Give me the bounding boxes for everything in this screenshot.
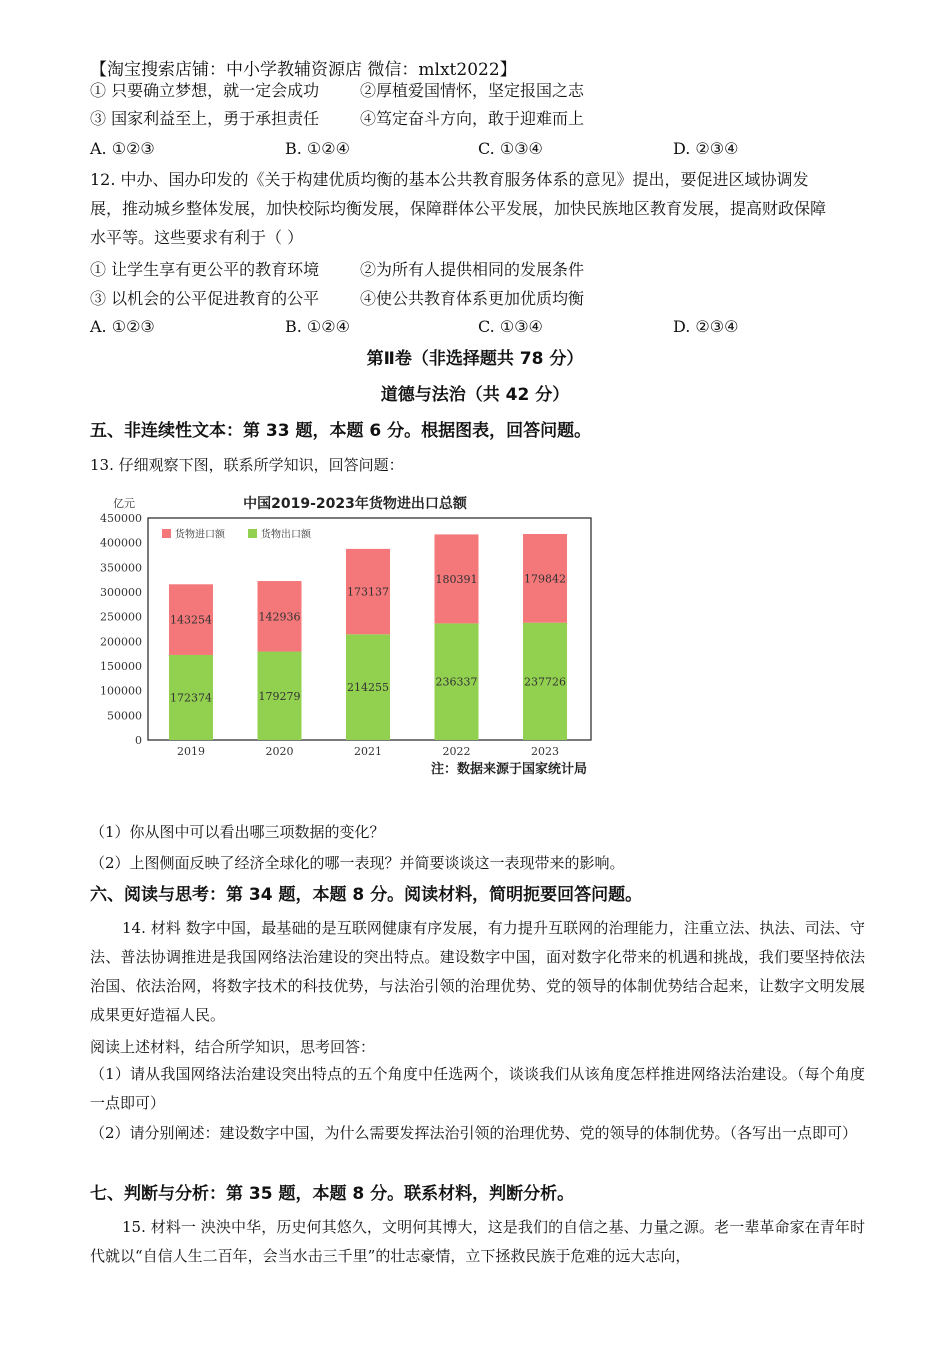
q12-options-row2 [90, 289, 870, 309]
legend-swatch [248, 529, 257, 538]
q12-stem-line3: 水平等。这些要求有利于（ ） [90, 228, 304, 247]
bar-value-label: 173137 [347, 585, 389, 599]
q14-prompt: 阅读上述材料，结合所学知识，思考回答： [90, 1038, 376, 1056]
q11-answer-a: A. ①②③ [90, 139, 155, 158]
chart-ylabel: 亿元 [113, 497, 135, 510]
section2-title: 第Ⅱ卷（非选择题共 78 分） [366, 349, 584, 369]
q12-stem-line1: 12. 中办、国办印发的《关于构建优质均衡的基本公共教育服务体系的意见》提出，要促进区域协调发 [90, 170, 809, 189]
q11-option-3: ③ 国家利益至上，勇于承担责任 [90, 109, 320, 128]
x-tick-label: 2023 [531, 745, 559, 758]
x-tick-label: 2021 [354, 745, 382, 758]
header-banner: 【淘宝搜索店铺：中小学教辅资源店 微信：mlxt2022】 [90, 60, 517, 80]
y-tick-label: 50000 [107, 709, 142, 723]
bars-group [169, 534, 567, 740]
q12-option-1: ① 让学生享有更公平的教育环境 [90, 260, 320, 279]
q12-answers [90, 317, 870, 337]
y-tick-label: 250000 [100, 610, 142, 624]
part6-heading: 六、阅读与思考：第 34 题，本题 8 分。阅读材料，简明扼要回答问题。 [90, 885, 643, 905]
q12-answer-b: B. ①②④ [285, 317, 350, 336]
q11-answers [90, 139, 870, 159]
q12-answer-c: C. ①③④ [478, 317, 543, 336]
q11-answer-b: B. ①②④ [285, 139, 350, 158]
trade-chart-svg [95, 488, 605, 788]
q12-option-4: ④使公共教育体系更加优质均衡 [360, 289, 585, 308]
y-tick-label: 0 [135, 734, 142, 747]
bar-value-label: 214255 [347, 681, 389, 695]
bar-value-label: 179842 [524, 572, 566, 586]
bar-value-label: 236337 [435, 675, 478, 689]
section2-subtitle: 道德与法治（共 42 分） [380, 385, 570, 405]
bar-value-label: 143254 [170, 613, 212, 627]
y-tick-label: 100000 [100, 684, 142, 698]
chart-note: 注：数据来源于国家统计局 [430, 762, 587, 777]
bar-value-label: 179279 [258, 689, 301, 703]
bar-value-label: 237726 [524, 675, 566, 689]
part7-heading: 七、判断与分析：第 35 题，本题 8 分。联系材料，判断分析。 [90, 1184, 575, 1204]
legend-label: 货物进口额 [175, 529, 225, 541]
q15-material: 15. 材料一 泱泱中华，历史何其悠久，文明何其博大，这是我们的自信之基、力量之源。老一辈革命家在青年时代就以“自信人生二百年，会当水击三千里”的壮志豪情，立下拯救民族于危难的远大志向， [90, 1218, 865, 1265]
q11-options-row2 [90, 109, 870, 129]
q14-material: 14. 材料 数字中国，最基础的是互联网健康有序发展，有力提升互联网的治理能力，注重立法、执法、司法、守法、普法协调推进是我国网络法治建设的突出特点。建设数字中国，面对数字化带来的机遇和挑战，我们要坚持依法治国、依法治网，将数字技术的科技优势，与法治引领的治理优势、党的领导的体制优势结合起来，让数字文明发展成果更好造福人民。 [90, 919, 865, 1024]
x-axis-ticks [177, 745, 559, 758]
legend-label: 货物出口额 [261, 529, 311, 541]
q11-answer-d: D. ②③④ [673, 139, 739, 158]
q13-sub2: （2）上图侧面反映了经济全球化的哪一表现？并简要谈谈这一表现带来的影响。 [90, 854, 625, 872]
trade-chart [95, 488, 605, 788]
y-tick-label: 350000 [100, 561, 142, 575]
q11-answer-c: C. ①③④ [478, 139, 543, 158]
q12-stem-line2: 展，推动城乡整体发展，加快校际均衡发展，保障群体公平发展，加快民族地区教育发展，提高财政保障 [90, 199, 827, 218]
q11-option-1: ① 只要确立梦想，就一定会成功 [90, 81, 320, 100]
q12-answer-a: A. ①②③ [90, 317, 155, 336]
y-tick-label: 200000 [100, 635, 142, 649]
legend-swatch [162, 529, 171, 538]
y-tick-label: 400000 [100, 536, 142, 550]
q14-sub1: （1）请从我国网络法治建设突出特点的五个角度中任选两个，谈谈我们从该角度怎样推进网络法治建设。（每个角度一点即可） [90, 1065, 865, 1112]
q12-options-row1 [90, 260, 870, 280]
chart-legend [162, 528, 312, 541]
q14-sub2: （2）请分别阐述：建设数字中国，为什么需要发挥法治引领的治理优势、党的领导的体制优势。（各写出一点即可） [90, 1124, 858, 1142]
bar-value-label: 172374 [170, 691, 212, 705]
x-tick-label: 2019 [177, 745, 205, 758]
q12-answer-d: D. ②③④ [673, 317, 739, 336]
part5-heading: 五、非连续性文本：第 33 题，本题 6 分。根据图表，回答问题。 [90, 421, 592, 441]
y-tick-label: 450000 [100, 512, 142, 525]
chart-title: 中国2019-2023年货物进出口总额 [243, 496, 467, 512]
y-tick-label: 150000 [100, 660, 142, 673]
y-axis-ticks [100, 512, 142, 747]
x-tick-label: 2022 [442, 745, 471, 758]
x-tick-label: 2020 [265, 745, 294, 758]
bar-value-label: 142936 [258, 610, 301, 624]
q11-options-row1 [90, 81, 870, 101]
bar-value-label: 180391 [435, 572, 478, 586]
q13-sub1: （1）你从图中可以看出哪三项数据的变化？ [90, 823, 385, 841]
q11-option-2: ②厚植爱国情怀，坚定报国之志 [360, 81, 585, 100]
q12-option-3: ③ 以机会的公平促进教育的公平 [90, 289, 320, 308]
y-tick-label: 300000 [100, 586, 142, 599]
q12-option-2: ②为所有人提供相同的发展条件 [360, 260, 585, 279]
q11-option-4: ④笃定奋斗方向，敢于迎难而上 [360, 109, 585, 128]
q13-stem: 13. 仔细观察下图，联系所学知识，回答问题： [90, 456, 404, 474]
